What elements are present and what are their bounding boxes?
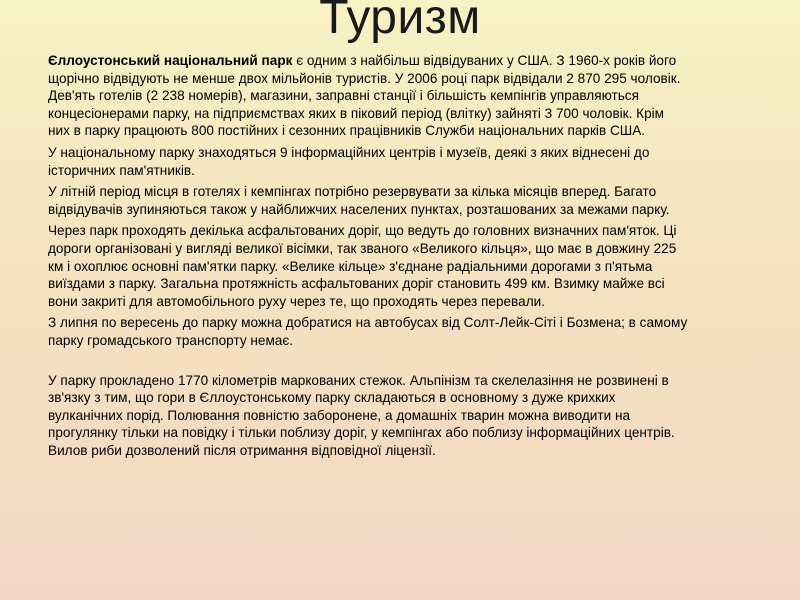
intro-text: є одним з найбільш відвідуваних у США. З 1960-х років його щорічно відвідують не менше двох мільйонів туристів. У 2006 році парк відвідали 2 870 295 чоловік. Дев'ять готелів (2 238 номерів), магазини, заправні станції і більшість кемпінгів управляються концесіонерами парку, на підприємствах яких в піковий період (влітку) зайняті 3 700 чоловік. Крім них в парку працюють 800 постійних і сезонних працівників Служби національних парків США. (48, 53, 681, 139)
paragraph-intro (48, 52, 688, 140)
park-name: Єллоустонський національний парк (48, 53, 293, 68)
paragraph-info-centers: У національному парку знаходяться 9 інформаційних центрів і музеїв, деякі з яких віднесені до історичних пам'ятників. (48, 144, 650, 178)
slide-title: Туризм (319, 0, 481, 44)
paragraph-trails: У парку прокладено 1770 кілометрів маркованих стежок. Альпінізм та скелелазіння не розвинені в зв'язку з тим, що гори в Єллоустонському парку складаються в основному з дуже крихких вулканічних порід. Полювання повністю заборонене, а домашніх тварин можна виводити на прогулянку тільки на повідку і тільки поблизу доріг, у кемпінгах або поблизу інформаційних центрів. Вилов риби дозволений після отримання відповідної ліцензії. (48, 372, 675, 458)
paragraph-reservations: У літній період місця в готелях і кемпінгах потрібно резервувати за кілька місяців вперед. Багато відвідувачів зупиняються також у найближчих населених пунктах, розташованих за межами парку. (48, 184, 670, 217)
paragraph-roads: Через парк проходять декілька асфальтованих доріг, що ведуть до головних визначних пам'яток. Ці дороги організовані у вигляді великої вісімки, так званого «Великого кільця», що має в довжину 225 км і охоплює основні пам'ятки парку. «Велике кільце» з'єднане радіальними дорогами з п'ятьма виїздами з парку. Загальна протяжність асфальтованих доріг становить 499 км. Взимку майже всі вони закриті для автомобільного руху через те, що проходять через перевали. (48, 223, 677, 309)
paragraph-gap (48, 354, 688, 372)
body-text (48, 52, 688, 463)
paragraph-transport: З липня по вересень до парку можна добратися на автобусах від Солт-Лейк-Сіті і Бозмена; в самому парку громадського транспорту немає. (48, 315, 688, 348)
